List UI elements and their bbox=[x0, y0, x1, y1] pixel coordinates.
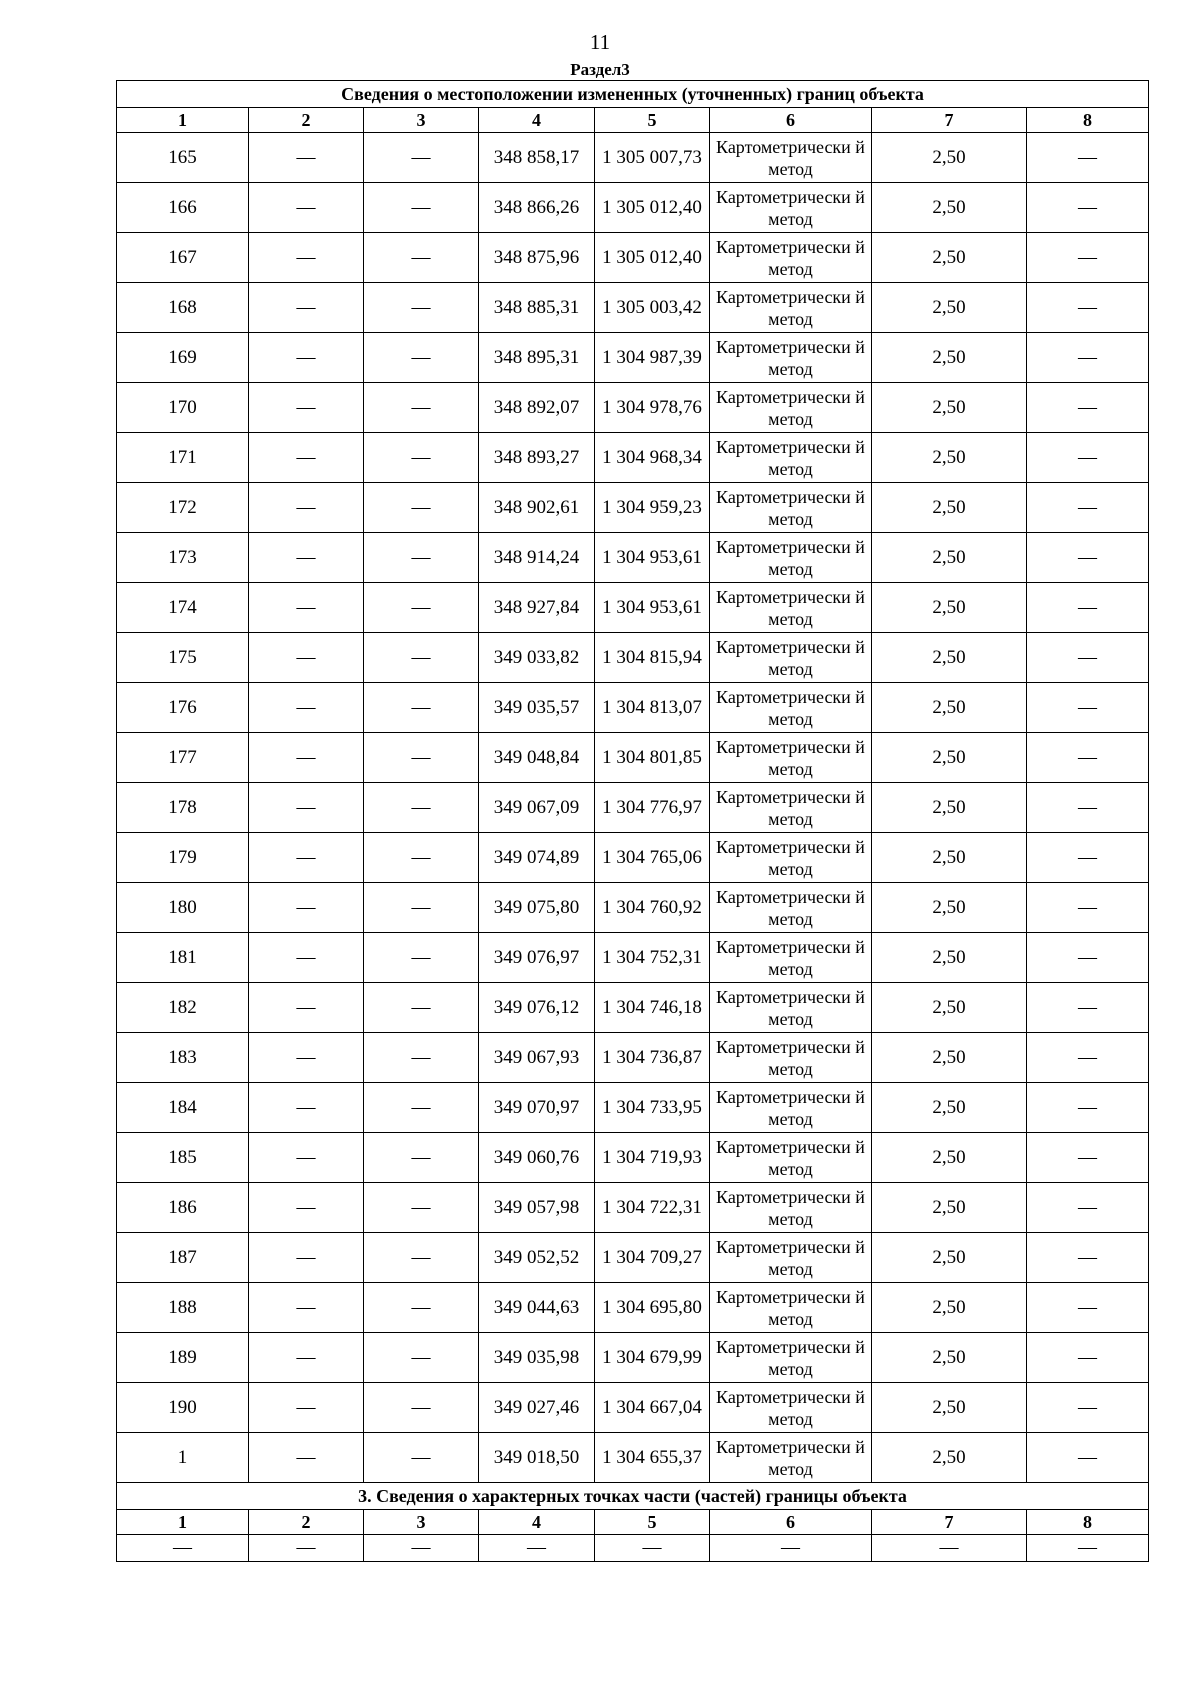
cell-col-4: 348 895,31 bbox=[479, 333, 595, 383]
header-row bbox=[117, 108, 1149, 133]
cell-col-3: — bbox=[364, 183, 479, 233]
cell-col-8: — bbox=[1027, 633, 1149, 683]
cell-col-4: 349 035,57 bbox=[479, 683, 595, 733]
cell-col-4: 349 057,98 bbox=[479, 1183, 595, 1233]
cell-col-5: 1 304 695,80 bbox=[595, 1283, 710, 1333]
cell-col-1: 181 bbox=[117, 933, 249, 983]
cell-col-7: 2,50 bbox=[872, 533, 1027, 583]
cell-col-4: 349 076,97 bbox=[479, 933, 595, 983]
coordinates-table bbox=[116, 80, 1149, 1562]
table-row bbox=[117, 1333, 1149, 1383]
cell-col-3: — bbox=[364, 1083, 479, 1133]
table-row bbox=[117, 583, 1149, 633]
cell-col-6: Картометрически й метод bbox=[710, 133, 872, 183]
cell-col-4: 348 875,96 bbox=[479, 233, 595, 283]
cell-col-6: Картометрически й метод bbox=[710, 1183, 872, 1233]
cell-col-8: — bbox=[1027, 1033, 1149, 1083]
cell-col-4: 348 902,61 bbox=[479, 483, 595, 533]
cell-col-5: 1 304 719,93 bbox=[595, 1133, 710, 1183]
cell-col-5: 1 305 012,40 bbox=[595, 183, 710, 233]
table-row bbox=[117, 283, 1149, 333]
cell-col-6: Картометрически й метод bbox=[710, 1383, 872, 1433]
cell-col-5: 1 304 987,39 bbox=[595, 333, 710, 383]
cell-col-8: — bbox=[1027, 183, 1149, 233]
cell-col-3: — bbox=[364, 1183, 479, 1233]
cell-col-3: — bbox=[364, 633, 479, 683]
cell-col-2: — bbox=[249, 133, 364, 183]
cell-col-2: — bbox=[249, 833, 364, 883]
cell-col-3: — bbox=[364, 283, 479, 333]
cell-col-6: Картометрически й метод bbox=[710, 483, 872, 533]
cell-col-5: 1 304 968,34 bbox=[595, 433, 710, 483]
column-header-3: 3 bbox=[364, 1510, 479, 1535]
cell-col-8: — bbox=[1027, 233, 1149, 283]
cell-col-5: 1 304 733,95 bbox=[595, 1083, 710, 1133]
table-row bbox=[117, 183, 1149, 233]
cell-col-7: 2,50 bbox=[872, 733, 1027, 783]
cell-col-5: 1 304 765,06 bbox=[595, 833, 710, 883]
cell-col-2: — bbox=[249, 683, 364, 733]
cell-col-6: Картометрически й метод bbox=[710, 1433, 872, 1483]
cell-col-6: Картометрически й метод bbox=[710, 1333, 872, 1383]
section-label: Раздел3 bbox=[570, 60, 630, 79]
cell-col-7: 2,50 bbox=[872, 1183, 1027, 1233]
column-header-8: 8 bbox=[1027, 108, 1149, 133]
cell-col-6: Картометрически й метод bbox=[710, 283, 872, 333]
cell-col-3: — bbox=[364, 1233, 479, 1283]
cell-col-2: — bbox=[249, 1433, 364, 1483]
cell-col-3: — bbox=[364, 1433, 479, 1483]
cell-col-7: 2,50 bbox=[872, 1333, 1027, 1383]
cell-col-5: 1 304 722,31 bbox=[595, 1183, 710, 1233]
table-row bbox=[117, 1233, 1149, 1283]
cell-col-4: 348 885,31 bbox=[479, 283, 595, 333]
page-number: 11 bbox=[589, 30, 611, 54]
cell-col-7: 2,50 bbox=[872, 483, 1027, 533]
table-row bbox=[117, 883, 1149, 933]
cell-col-1: 185 bbox=[117, 1133, 249, 1183]
header-row bbox=[117, 1510, 1149, 1535]
cell-col-7: 2,50 bbox=[872, 1233, 1027, 1283]
cell-col-8: — bbox=[1027, 1535, 1149, 1562]
cell-col-4: 348 858,17 bbox=[479, 133, 595, 183]
cell-col-3: — bbox=[364, 833, 479, 883]
cell-col-4: 349 067,09 bbox=[479, 783, 595, 833]
cell-col-7: 2,50 bbox=[872, 433, 1027, 483]
cell-col-3: — bbox=[364, 883, 479, 933]
table-row bbox=[117, 433, 1149, 483]
table-row bbox=[117, 483, 1149, 533]
cell-col-3: — bbox=[364, 683, 479, 733]
cell-col-8: — bbox=[1027, 133, 1149, 183]
table-caption: 3. Сведения о характерных точках части (частей) границы объекта bbox=[117, 1483, 1149, 1510]
table-row bbox=[117, 1433, 1149, 1483]
cell-col-8: — bbox=[1027, 1433, 1149, 1483]
cell-col-4: 349 074,89 bbox=[479, 833, 595, 883]
column-header-5: 5 bbox=[595, 1510, 710, 1535]
cell-col-3: — bbox=[364, 933, 479, 983]
cell-col-1: 190 bbox=[117, 1383, 249, 1433]
table-row bbox=[117, 1083, 1149, 1133]
cell-col-7: 2,50 bbox=[872, 933, 1027, 983]
cell-col-1: 168 bbox=[117, 283, 249, 333]
cell-col-6: Картометрически й метод bbox=[710, 1283, 872, 1333]
cell-col-8: — bbox=[1027, 983, 1149, 1033]
cell-col-5: 1 305 012,40 bbox=[595, 233, 710, 283]
cell-col-3: — bbox=[364, 383, 479, 433]
table-row bbox=[117, 533, 1149, 583]
cell-col-2: — bbox=[249, 483, 364, 533]
cell-col-4: 349 076,12 bbox=[479, 983, 595, 1033]
cell-col-5: 1 304 760,92 bbox=[595, 883, 710, 933]
cell-col-7: 2,50 bbox=[872, 833, 1027, 883]
cell-col-3: — bbox=[364, 783, 479, 833]
cell-col-2: — bbox=[249, 233, 364, 283]
cell-col-2: — bbox=[249, 1183, 364, 1233]
main-table-caption-row bbox=[117, 81, 1149, 108]
table-row bbox=[117, 133, 1149, 183]
cell-col-4: 349 044,63 bbox=[479, 1283, 595, 1333]
cell-col-1: 165 bbox=[117, 133, 249, 183]
cell-col-8: — bbox=[1027, 433, 1149, 483]
cell-col-1: 189 bbox=[117, 1333, 249, 1383]
column-header-8: 8 bbox=[1027, 1510, 1149, 1535]
cell-col-2: — bbox=[249, 1033, 364, 1083]
cell-col-6: Картометрически й метод bbox=[710, 333, 872, 383]
parts-table-caption-row bbox=[117, 1483, 1149, 1510]
table-caption: Сведения о местоположении измененных (уточненных) границ объекта bbox=[117, 81, 1149, 108]
cell-col-4: 348 892,07 bbox=[479, 383, 595, 433]
cell-col-2: — bbox=[249, 1083, 364, 1133]
column-header-6: 6 bbox=[710, 108, 872, 133]
cell-col-1: 169 bbox=[117, 333, 249, 383]
cell-col-4: 349 067,93 bbox=[479, 1033, 595, 1083]
cell-col-8: — bbox=[1027, 1183, 1149, 1233]
cell-col-8: — bbox=[1027, 1233, 1149, 1283]
cell-col-6: Картометрически й метод bbox=[710, 1133, 872, 1183]
column-header-7: 7 bbox=[872, 108, 1027, 133]
cell-col-8: — bbox=[1027, 883, 1149, 933]
cell-col-2: — bbox=[249, 733, 364, 783]
cell-col-2: — bbox=[249, 933, 364, 983]
column-header-7: 7 bbox=[872, 1510, 1027, 1535]
table-row bbox=[117, 783, 1149, 833]
cell-col-3: — bbox=[364, 133, 479, 183]
cell-col-7: 2,50 bbox=[872, 583, 1027, 633]
cell-col-3: — bbox=[364, 583, 479, 633]
cell-col-4: 348 914,24 bbox=[479, 533, 595, 583]
cell-col-6: — bbox=[710, 1535, 872, 1562]
cell-col-8: — bbox=[1027, 933, 1149, 983]
cell-col-1: 184 bbox=[117, 1083, 249, 1133]
cell-col-8: — bbox=[1027, 583, 1149, 633]
cell-col-8: — bbox=[1027, 1083, 1149, 1133]
cell-col-8: — bbox=[1027, 333, 1149, 383]
cell-col-2: — bbox=[249, 783, 364, 833]
cell-col-7: 2,50 bbox=[872, 1133, 1027, 1183]
cell-col-3: — bbox=[364, 483, 479, 533]
cell-col-5: 1 304 655,37 bbox=[595, 1433, 710, 1483]
cell-col-3: — bbox=[364, 1333, 479, 1383]
cell-col-5: — bbox=[595, 1535, 710, 1562]
cell-col-6: Картометрически й метод bbox=[710, 1083, 872, 1133]
table-row bbox=[117, 233, 1149, 283]
cell-col-5: 1 304 815,94 bbox=[595, 633, 710, 683]
cell-col-1: 188 bbox=[117, 1283, 249, 1333]
cell-col-2: — bbox=[249, 333, 364, 383]
table-row bbox=[117, 1283, 1149, 1333]
cell-col-1: 178 bbox=[117, 783, 249, 833]
cell-col-2: — bbox=[249, 533, 364, 583]
cell-col-5: 1 304 752,31 bbox=[595, 933, 710, 983]
cell-col-2: — bbox=[249, 883, 364, 933]
cell-col-1: 176 bbox=[117, 683, 249, 733]
cell-col-6: Картометрически й метод bbox=[710, 983, 872, 1033]
cell-col-8: — bbox=[1027, 683, 1149, 733]
cell-col-7: 2,50 bbox=[872, 1383, 1027, 1433]
cell-col-3: — bbox=[364, 533, 479, 583]
table-row bbox=[117, 933, 1149, 983]
cell-col-7: — bbox=[872, 1535, 1027, 1562]
cell-col-2: — bbox=[249, 1333, 364, 1383]
column-header-6: 6 bbox=[710, 1510, 872, 1535]
column-header-2: 2 bbox=[249, 1510, 364, 1535]
column-header-4: 4 bbox=[479, 108, 595, 133]
cell-col-4: 349 033,82 bbox=[479, 633, 595, 683]
cell-col-2: — bbox=[249, 1535, 364, 1562]
cell-col-1: 180 bbox=[117, 883, 249, 933]
column-header-3: 3 bbox=[364, 108, 479, 133]
cell-col-7: 2,50 bbox=[872, 133, 1027, 183]
cell-col-2: — bbox=[249, 633, 364, 683]
cell-col-7: 2,50 bbox=[872, 883, 1027, 933]
cell-col-6: Картометрически й метод bbox=[710, 1033, 872, 1083]
cell-col-6: Картометрически й метод bbox=[710, 383, 872, 433]
cell-col-7: 2,50 bbox=[872, 683, 1027, 733]
cell-col-8: — bbox=[1027, 733, 1149, 783]
cell-col-5: 1 304 667,04 bbox=[595, 1383, 710, 1433]
cell-col-3: — bbox=[364, 733, 479, 783]
cell-col-8: — bbox=[1027, 1283, 1149, 1333]
cell-col-1: 182 bbox=[117, 983, 249, 1033]
cell-col-4: 349 060,76 bbox=[479, 1133, 595, 1183]
cell-col-8: — bbox=[1027, 533, 1149, 583]
cell-col-1: 166 bbox=[117, 183, 249, 233]
table-row bbox=[117, 1133, 1149, 1183]
cell-col-7: 2,50 bbox=[872, 983, 1027, 1033]
cell-col-2: — bbox=[249, 1233, 364, 1283]
column-header-5: 5 bbox=[595, 108, 710, 133]
cell-col-4: 349 052,52 bbox=[479, 1233, 595, 1283]
cell-col-5: 1 304 746,18 bbox=[595, 983, 710, 1033]
cell-col-2: — bbox=[249, 983, 364, 1033]
cell-col-5: 1 304 776,97 bbox=[595, 783, 710, 833]
cell-col-3: — bbox=[364, 1283, 479, 1333]
cell-col-2: — bbox=[249, 1383, 364, 1433]
cell-col-8: — bbox=[1027, 1133, 1149, 1183]
cell-col-6: Картометрически й метод bbox=[710, 633, 872, 683]
cell-col-6: Картометрически й метод bbox=[710, 533, 872, 583]
cell-col-4: 349 048,84 bbox=[479, 733, 595, 783]
cell-col-1: 186 bbox=[117, 1183, 249, 1233]
cell-col-4: 349 018,50 bbox=[479, 1433, 595, 1483]
table-row bbox=[117, 383, 1149, 433]
cell-col-3: — bbox=[364, 433, 479, 483]
cell-col-6: Картометрически й метод bbox=[710, 683, 872, 733]
cell-col-6: Картометрически й метод bbox=[710, 833, 872, 883]
cell-col-2: — bbox=[249, 583, 364, 633]
column-header-2: 2 bbox=[249, 108, 364, 133]
cell-col-1: 167 bbox=[117, 233, 249, 283]
cell-col-4: 348 927,84 bbox=[479, 583, 595, 633]
cell-col-5: 1 304 959,23 bbox=[595, 483, 710, 533]
column-header-1: 1 bbox=[117, 1510, 249, 1535]
cell-col-7: 2,50 bbox=[872, 333, 1027, 383]
cell-col-4: 349 035,98 bbox=[479, 1333, 595, 1383]
cell-col-1: 170 bbox=[117, 383, 249, 433]
cell-col-7: 2,50 bbox=[872, 783, 1027, 833]
cell-col-7: 2,50 bbox=[872, 233, 1027, 283]
cell-col-4: 349 070,97 bbox=[479, 1083, 595, 1133]
cell-col-2: — bbox=[249, 1133, 364, 1183]
table-row bbox=[117, 1183, 1149, 1233]
cell-col-5: 1 304 813,07 bbox=[595, 683, 710, 733]
table-row bbox=[117, 833, 1149, 883]
cell-col-5: 1 304 709,27 bbox=[595, 1233, 710, 1283]
cell-col-8: — bbox=[1027, 1333, 1149, 1383]
cell-col-3: — bbox=[364, 983, 479, 1033]
cell-col-3: — bbox=[364, 1383, 479, 1433]
cell-col-8: — bbox=[1027, 1383, 1149, 1433]
cell-col-5: 1 304 736,87 bbox=[595, 1033, 710, 1083]
cell-col-7: 2,50 bbox=[872, 1433, 1027, 1483]
cell-col-1: 173 bbox=[117, 533, 249, 583]
table-row bbox=[117, 733, 1149, 783]
cell-col-4: 349 075,80 bbox=[479, 883, 595, 933]
cell-col-8: — bbox=[1027, 783, 1149, 833]
cell-col-7: 2,50 bbox=[872, 633, 1027, 683]
cell-col-5: 1 304 953,61 bbox=[595, 533, 710, 583]
cell-col-5: 1 304 978,76 bbox=[595, 383, 710, 433]
cell-col-6: Картометрически й метод bbox=[710, 233, 872, 283]
cell-col-1: — bbox=[117, 1535, 249, 1562]
cell-col-5: 1 304 801,85 bbox=[595, 733, 710, 783]
cell-col-6: Картометрически й метод bbox=[710, 933, 872, 983]
cell-col-2: — bbox=[249, 283, 364, 333]
cell-col-1: 172 bbox=[117, 483, 249, 533]
cell-col-8: — bbox=[1027, 283, 1149, 333]
cell-col-6: Картометрически й метод bbox=[710, 183, 872, 233]
cell-col-5: 1 305 003,42 bbox=[595, 283, 710, 333]
cell-col-4: 348 866,26 bbox=[479, 183, 595, 233]
cell-col-6: Картометрически й метод bbox=[710, 733, 872, 783]
table-row bbox=[117, 983, 1149, 1033]
cell-col-7: 2,50 bbox=[872, 1283, 1027, 1333]
cell-col-1: 174 bbox=[117, 583, 249, 633]
cell-col-8: — bbox=[1027, 483, 1149, 533]
cell-col-3: — bbox=[364, 1033, 479, 1083]
cell-col-6: Картометрически й метод bbox=[710, 583, 872, 633]
cell-col-6: Картометрически й метод bbox=[710, 783, 872, 833]
table-row bbox=[117, 1033, 1149, 1083]
cell-col-5: 1 304 679,99 bbox=[595, 1333, 710, 1383]
cell-col-2: — bbox=[249, 433, 364, 483]
cell-col-6: Картометрически й метод bbox=[710, 433, 872, 483]
cell-col-3: — bbox=[364, 1133, 479, 1183]
table-row bbox=[117, 683, 1149, 733]
cell-col-1: 175 bbox=[117, 633, 249, 683]
table-row bbox=[117, 1383, 1149, 1433]
cell-col-5: 1 305 007,73 bbox=[595, 133, 710, 183]
table-row bbox=[117, 1535, 1149, 1562]
cell-col-2: — bbox=[249, 1283, 364, 1333]
cell-col-1: 187 bbox=[117, 1233, 249, 1283]
cell-col-7: 2,50 bbox=[872, 283, 1027, 333]
cell-col-2: — bbox=[249, 383, 364, 433]
cell-col-7: 2,50 bbox=[872, 1033, 1027, 1083]
cell-col-6: Картометрически й метод bbox=[710, 1233, 872, 1283]
cell-col-1: 183 bbox=[117, 1033, 249, 1083]
cell-col-7: 2,50 bbox=[872, 1083, 1027, 1133]
cell-col-7: 2,50 bbox=[872, 383, 1027, 433]
cell-col-1: 177 bbox=[117, 733, 249, 783]
cell-col-7: 2,50 bbox=[872, 183, 1027, 233]
column-header-1: 1 bbox=[117, 108, 249, 133]
cell-col-1: 171 bbox=[117, 433, 249, 483]
table-row bbox=[117, 633, 1149, 683]
cell-col-1: 179 bbox=[117, 833, 249, 883]
cell-col-4: — bbox=[479, 1535, 595, 1562]
cell-col-3: — bbox=[364, 333, 479, 383]
cell-col-4: 348 893,27 bbox=[479, 433, 595, 483]
cell-col-1: 1 bbox=[117, 1433, 249, 1483]
cell-col-2: — bbox=[249, 183, 364, 233]
table-row bbox=[117, 333, 1149, 383]
column-header-4: 4 bbox=[479, 1510, 595, 1535]
cell-col-4: 349 027,46 bbox=[479, 1383, 595, 1433]
cell-col-8: — bbox=[1027, 383, 1149, 433]
cell-col-3: — bbox=[364, 1535, 479, 1562]
cell-col-5: 1 304 953,61 bbox=[595, 583, 710, 633]
cell-col-3: — bbox=[364, 233, 479, 283]
cell-col-8: — bbox=[1027, 833, 1149, 883]
cell-col-6: Картометрически й метод bbox=[710, 883, 872, 933]
